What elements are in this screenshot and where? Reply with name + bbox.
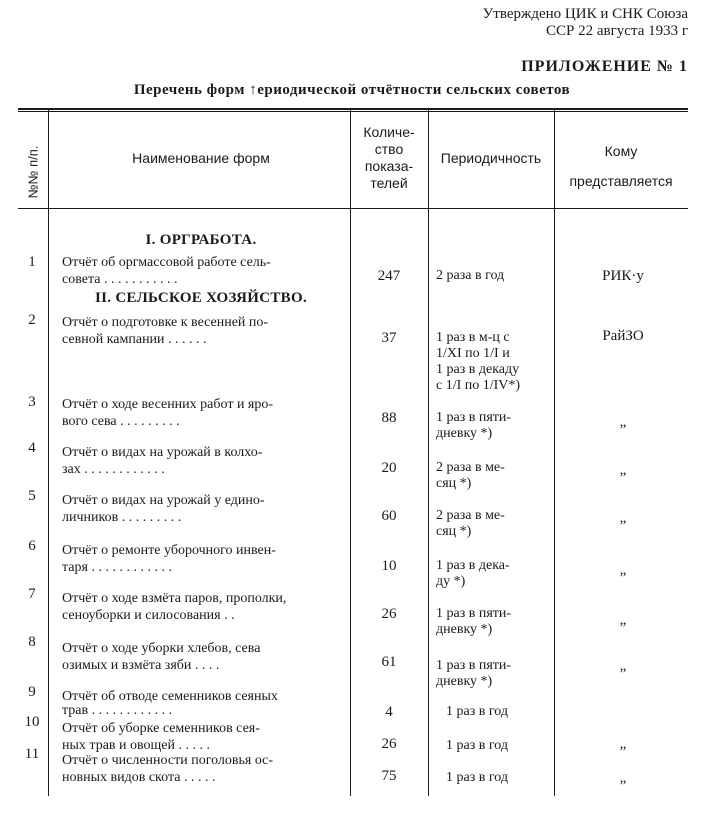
- column-header-count-line: ство: [374, 141, 404, 157]
- periodicity: [436, 330, 552, 394]
- row-number: 5: [28, 488, 36, 504]
- periodicity: [446, 704, 562, 720]
- column-header-name: Наименование форм: [132, 150, 270, 166]
- indicator-count: 37: [381, 330, 397, 346]
- form-name: [62, 688, 344, 719]
- recipient: „: [619, 736, 627, 752]
- form-name-line: сеноуборки и силосования . .: [62, 608, 235, 623]
- form-name: [62, 640, 344, 674]
- form-name-line: трав . . . . . . . . . . . .: [62, 703, 173, 718]
- column-divider: [48, 110, 49, 796]
- recipient: „: [619, 510, 627, 526]
- column-divider: [350, 110, 351, 796]
- periodicity: [446, 738, 562, 754]
- periodicity: [436, 658, 552, 690]
- form-name: [62, 444, 344, 478]
- row-number: 2: [28, 312, 36, 328]
- header-bottom-rule: [18, 208, 688, 209]
- form-name-line: Отчёт о ходе взмёта паров, прополки,: [62, 591, 287, 606]
- periodicity: [436, 606, 552, 638]
- indicator-count: 26: [381, 606, 397, 622]
- indicator-count: 4: [385, 704, 393, 720]
- periodicity-line: сяц *): [436, 476, 472, 491]
- recipient: „: [619, 562, 627, 578]
- section-heading: I. ОРГРАБОТА.: [145, 232, 257, 248]
- column-header-recipient-line: представляется: [569, 173, 673, 189]
- form-name-line: Отчёт о ходе уборки хлебов, сева: [62, 641, 261, 656]
- periodicity-line: 2 раза в ме-: [436, 508, 505, 523]
- row-number: 4: [28, 440, 36, 456]
- periodicity: [436, 508, 552, 540]
- form-name: [62, 314, 344, 348]
- form-name-line: Отчёт о видах на урожай у едино-: [62, 493, 265, 508]
- column-header-recipient-line: Кому: [604, 143, 638, 159]
- column-header-period: Периодичность: [440, 150, 542, 166]
- row-number: 7: [28, 586, 36, 602]
- indicator-count: 26: [381, 736, 397, 752]
- column-header-count-line: показа-: [364, 158, 414, 174]
- form-name-line: Отчёт о ходе весенних работ и яро-: [62, 397, 274, 412]
- row-number: 10: [24, 714, 40, 730]
- indicator-count: 20: [381, 460, 397, 476]
- form-name: [62, 590, 344, 624]
- form-name-line: личников . . . . . . . . .: [62, 510, 182, 525]
- form-name-line: Отчёт об отводе семенников сеяных: [62, 689, 278, 704]
- recipient: „: [619, 658, 627, 674]
- form-name-line: зах . . . . . . . . . . . .: [62, 462, 165, 477]
- row-number: 3: [28, 394, 36, 410]
- row-number: 8: [28, 634, 36, 650]
- row-number: 6: [28, 538, 36, 554]
- column-header-count: [350, 124, 428, 192]
- form-name-line: Отчёт о численности поголовья ос-: [62, 753, 274, 768]
- periodicity-line: 1 раз в декаду: [436, 362, 520, 377]
- column-divider: [428, 110, 429, 796]
- indicator-count: 10: [381, 558, 397, 574]
- periodicity-line: ду *): [436, 574, 466, 589]
- row-number: 1: [28, 254, 36, 270]
- row-number: 9: [28, 684, 36, 700]
- recipient: „: [619, 770, 627, 786]
- approval-line-2: ССР 22 августа 1933 г: [546, 23, 688, 39]
- form-name-line: севной кампании . . . . . .: [62, 332, 207, 347]
- recipient: РайЗО: [602, 328, 644, 344]
- indicator-count: 61: [381, 654, 397, 670]
- form-name-line: совета . . . . . . . . . . .: [62, 272, 178, 287]
- form-name: [62, 542, 344, 576]
- periodicity-line: 1 раз в год: [446, 770, 508, 785]
- form-name: [62, 254, 344, 288]
- periodicity: [436, 410, 552, 442]
- section-heading: II. СЕЛЬСКОЕ ХОЗЯЙСТВО.: [94, 290, 308, 306]
- form-name: [62, 752, 344, 786]
- appendix-label: ПРИЛОЖЕНИЕ № 1: [521, 58, 688, 75]
- recipient: „: [619, 414, 627, 430]
- periodicity-line: 1 раз в пяти-: [436, 658, 512, 673]
- periodicity-line: дневку *): [436, 622, 493, 637]
- column-header-count-line: Количе-: [363, 124, 415, 140]
- form-name-line: Отчёт о подготовке к весенней по-: [62, 315, 269, 330]
- form-name-line: таря . . . . . . . . . . . .: [62, 560, 172, 575]
- column-header-count-line: телей: [370, 175, 408, 191]
- column-header-number-text: №№ п/п.: [25, 145, 41, 199]
- periodicity-line: 1/XI по 1/I и: [436, 346, 510, 361]
- form-name-line: озимых и взмёта зяби . . . .: [62, 658, 220, 673]
- form-name-line: вого сева . . . . . . . . .: [62, 414, 180, 429]
- periodicity-line: 1 раз в год: [446, 704, 508, 719]
- form-name: [62, 396, 344, 430]
- periodicity-line: 2 раза в год: [436, 268, 505, 283]
- periodicity: [446, 770, 562, 786]
- form-name-line: Отчёт об уборке семенников сея-: [62, 721, 260, 736]
- form-name-line: Отчёт о ремонте уборочного инвен-: [62, 543, 276, 558]
- indicator-count: 247: [377, 268, 401, 284]
- form-name-line: новных видов скота . . . . .: [62, 770, 216, 785]
- periodicity: [436, 268, 552, 284]
- periodicity-line: 1 раз в дека-: [436, 558, 510, 573]
- column-header-recipient: [554, 136, 688, 196]
- approval-line-1: Утверждено ЦИК и СНК Союза: [482, 6, 688, 22]
- periodicity-line: дневку *): [436, 674, 493, 689]
- periodicity-line: 1 раз в пяти-: [436, 410, 512, 425]
- indicator-count: 60: [381, 508, 397, 524]
- periodicity: [436, 460, 552, 492]
- form-name-line: Отчёт об оргмассовой работе сель-: [62, 255, 271, 270]
- column-header-number: [22, 124, 44, 220]
- indicator-count: 75: [381, 768, 397, 784]
- table-top-rule-inner: [18, 111, 688, 112]
- table-top-rule: [18, 108, 688, 110]
- column-divider: [554, 110, 555, 796]
- form-name: [62, 720, 344, 754]
- form-name-line: ных трав и овощей . . . . .: [62, 738, 211, 753]
- indicator-count: 88: [381, 410, 397, 426]
- row-number: 11: [24, 746, 40, 762]
- form-name: [62, 492, 344, 526]
- periodicity-line: с 1/I по 1/IV*): [436, 378, 521, 393]
- periodicity-line: 1 раз в год: [446, 738, 508, 753]
- periodicity-line: сяц *): [436, 524, 472, 539]
- periodicity-line: 2 раза в ме-: [436, 460, 505, 475]
- periodicity-line: дневку *): [436, 426, 493, 441]
- form-name-line: Отчёт о видах на урожай в колхо-: [62, 445, 263, 460]
- periodicity: [436, 558, 552, 590]
- recipient: „: [619, 462, 627, 478]
- recipient: „: [619, 612, 627, 628]
- recipient: РИК·у: [602, 268, 644, 284]
- approval-note: [483, 6, 688, 40]
- periodicity-line: 1 раз в пяти-: [436, 606, 512, 621]
- document-title: Перечень форм ↑ериодической отчётности сельских советов: [133, 82, 571, 98]
- periodicity-line: 1 раз в м-ц с: [436, 330, 510, 345]
